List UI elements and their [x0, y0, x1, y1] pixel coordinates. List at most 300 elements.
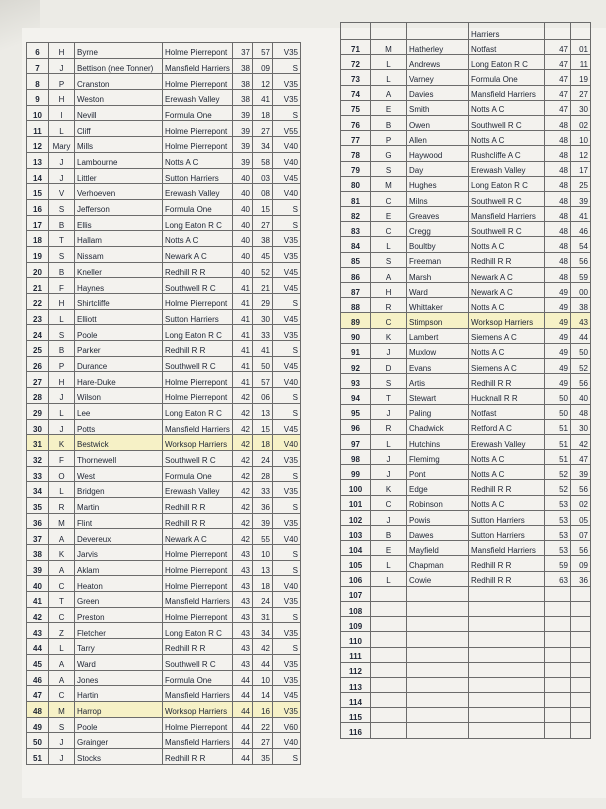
seconds-cell: 10 [253, 545, 273, 561]
surname-cell: Martin [75, 497, 163, 513]
result-row [27, 325, 301, 341]
minutes-cell: 63 [545, 571, 571, 586]
club-cell: Southwell R C [163, 654, 233, 670]
initial-cell [371, 723, 407, 738]
initial-cell: F [49, 278, 75, 294]
initial-cell: K [371, 328, 407, 343]
surname-cell [407, 662, 469, 677]
position-cell: 72 [341, 55, 371, 70]
category-cell: V35 [273, 43, 301, 59]
seconds-cell [571, 723, 591, 738]
surname-cell: Chapman [407, 556, 469, 571]
seconds-cell: 08 [253, 184, 273, 200]
minutes-cell: 53 [545, 526, 571, 541]
position-cell: 103 [341, 526, 371, 541]
position-cell: 39 [27, 560, 49, 576]
initial-cell: S [49, 246, 75, 262]
surname-cell: Shirtcliffe [75, 294, 163, 310]
minutes-cell: 39 [233, 152, 253, 168]
result-row [341, 85, 591, 100]
result-row [341, 40, 591, 55]
result-row [341, 632, 591, 647]
position-cell: 113 [341, 677, 371, 692]
result-row [341, 131, 591, 146]
surname-cell: Verhoeven [75, 184, 163, 200]
result-row [27, 74, 301, 90]
position-cell: 9 [27, 90, 49, 106]
club-cell: Holme Pierrepont [163, 717, 233, 733]
seconds-cell: 44 [253, 654, 273, 670]
surname-cell: Freeman [407, 252, 469, 267]
position-cell: 107 [341, 586, 371, 601]
result-row [27, 341, 301, 357]
category-cell: V35 [273, 482, 301, 498]
initial-cell: L [49, 403, 75, 419]
surname-cell: Aklam [75, 560, 163, 576]
initial-cell: L [49, 639, 75, 655]
result-row [27, 482, 301, 498]
initial-cell: P [371, 131, 407, 146]
club-cell: Redhill R R [469, 556, 545, 571]
position-cell: 79 [341, 161, 371, 176]
minutes-cell: 42 [233, 482, 253, 498]
position-cell: 48 [27, 701, 49, 717]
initial-cell: E [371, 541, 407, 556]
result-row [27, 545, 301, 561]
surname-cell: Stewart [407, 389, 469, 404]
result-row [27, 466, 301, 482]
initial-cell: V [49, 184, 75, 200]
club-cell: Holme Pierrepont [163, 121, 233, 137]
club-cell: Long Eaton R C [469, 55, 545, 70]
initial-cell: J [49, 748, 75, 764]
club-cell: Holme Pierrepont [163, 576, 233, 592]
category-cell: V45 [273, 309, 301, 325]
seconds-cell: 35 [253, 748, 273, 764]
surname-cell: Devereux [75, 529, 163, 545]
minutes-cell: 38 [233, 90, 253, 106]
minutes-cell: 43 [233, 639, 253, 655]
club-cell: Holme Pierrepont [163, 388, 233, 404]
minutes-cell: 48 [545, 222, 571, 237]
seconds-cell [571, 693, 591, 708]
surname-cell: Nevill [75, 105, 163, 121]
initial-cell [371, 647, 407, 662]
initial-cell: H [49, 43, 75, 59]
surname-cell: Bestwick [75, 435, 163, 451]
club-cell: Newark A C [163, 529, 233, 545]
surname-cell: Durance [75, 356, 163, 372]
position-cell: 35 [27, 497, 49, 513]
club-cell: Worksop Harriers [469, 313, 545, 328]
initial-cell [371, 662, 407, 677]
category-cell: V40 [273, 529, 301, 545]
minutes-cell: 42 [233, 529, 253, 545]
result-row [27, 309, 301, 325]
initial-cell: F [49, 450, 75, 466]
position-cell: 83 [341, 222, 371, 237]
club-cell [469, 617, 545, 632]
result-row [27, 529, 301, 545]
minutes-cell: 47 [545, 70, 571, 85]
minutes-cell: 39 [233, 137, 253, 153]
position-cell: 25 [27, 341, 49, 357]
category-cell: S [273, 545, 301, 561]
result-row [27, 733, 301, 749]
club-cell: Notts A C [163, 152, 233, 168]
position-cell: 86 [341, 267, 371, 282]
seconds-cell [571, 708, 591, 723]
initial-cell: C [371, 313, 407, 328]
result-row [27, 654, 301, 670]
surname-cell: Ward [75, 654, 163, 670]
club-cell: Long Eaton R C [163, 403, 233, 419]
result-row [341, 55, 591, 70]
position-cell: 43 [27, 623, 49, 639]
initial-cell: K [371, 480, 407, 495]
seconds-cell: 42 [253, 639, 273, 655]
initial-cell: H [371, 283, 407, 298]
surname-cell [407, 632, 469, 647]
club-cell: Worksop Harriers [163, 435, 233, 451]
club-cell: Rushcliffe A C [469, 146, 545, 161]
minutes-cell: 47 [545, 85, 571, 100]
category-cell: S [273, 215, 301, 231]
result-row [341, 404, 591, 419]
result-row [27, 90, 301, 106]
club-cell: Southwell R C [469, 115, 545, 130]
category-cell: V35 [273, 74, 301, 90]
results-table-right [340, 22, 591, 739]
surname-cell [407, 647, 469, 662]
seconds-cell: 34 [253, 623, 273, 639]
position-cell: 76 [341, 115, 371, 130]
seconds-cell: 41 [253, 341, 273, 357]
surname-cell: Flemimg [407, 450, 469, 465]
initial-cell: J [49, 419, 75, 435]
initial-cell: A [49, 529, 75, 545]
surname-cell: Cranston [75, 74, 163, 90]
minutes-cell: 41 [233, 278, 253, 294]
club-cell: Erewash Valley [163, 90, 233, 106]
position-cell: 42 [27, 607, 49, 623]
surname-cell: Heaton [75, 576, 163, 592]
result-row [27, 435, 301, 451]
minutes-cell: 47 [545, 100, 571, 115]
minutes-cell: 49 [545, 313, 571, 328]
club-cell [469, 632, 545, 647]
initial-cell: E [371, 207, 407, 222]
result-row [341, 70, 591, 85]
seconds-cell: 56 [571, 252, 591, 267]
result-row [27, 419, 301, 435]
position-cell: 32 [27, 450, 49, 466]
club-cell: Newark A C [163, 246, 233, 262]
initial-cell: B [49, 215, 75, 231]
seconds-cell: 38 [253, 231, 273, 247]
minutes-cell: 44 [233, 717, 253, 733]
seconds-cell: 38 [571, 298, 591, 313]
seconds-cell: 07 [571, 526, 591, 541]
category-cell: V60 [273, 717, 301, 733]
seconds-cell: 15 [253, 419, 273, 435]
result-row [341, 358, 591, 373]
club-cell [469, 662, 545, 677]
category-cell: V45 [273, 168, 301, 184]
seconds-cell: 29 [253, 294, 273, 310]
minutes-cell: 48 [545, 131, 571, 146]
category-cell: V35 [273, 670, 301, 686]
surname-cell: Smith [407, 100, 469, 115]
club-cell: Erewash Valley [163, 482, 233, 498]
initial-cell: C [371, 222, 407, 237]
surname-cell: Hughes [407, 176, 469, 191]
position-cell: 33 [27, 466, 49, 482]
initial-cell: B [371, 526, 407, 541]
category-cell: V40 [273, 152, 301, 168]
club-cell: Sutton Harriers [163, 168, 233, 184]
initial-cell: A [49, 560, 75, 576]
club-cell: Holme Pierrepont [163, 137, 233, 153]
initial-cell: S [49, 199, 75, 215]
surname-cell: Mills [75, 137, 163, 153]
club-cell: Mansfield Harriers [163, 419, 233, 435]
minutes-cell: 38 [233, 74, 253, 90]
minutes-cell: 48 [545, 237, 571, 252]
surname-cell [407, 601, 469, 616]
minutes-cell: 43 [233, 545, 253, 561]
initial-cell: C [49, 686, 75, 702]
minutes-cell: 40 [233, 246, 253, 262]
surname-cell: Poole [75, 717, 163, 733]
result-row [27, 199, 301, 215]
minutes-cell: 53 [545, 510, 571, 525]
club-cell: Holme Pierrepont [163, 545, 233, 561]
minutes-cell: 48 [545, 161, 571, 176]
minutes-cell [545, 693, 571, 708]
position-cell: 50 [27, 733, 49, 749]
position-cell: 11 [27, 121, 49, 137]
seconds-cell: 52 [571, 358, 591, 373]
surname-cell: Elliott [75, 309, 163, 325]
seconds-cell: 28 [253, 466, 273, 482]
club-cell: Mansfield Harriers [163, 686, 233, 702]
seconds-cell: 36 [571, 571, 591, 586]
initial-cell: H [49, 90, 75, 106]
surname-cell: Potts [75, 419, 163, 435]
position-cell: 91 [341, 343, 371, 358]
seconds-cell: 59 [571, 267, 591, 282]
initial-cell: R [371, 298, 407, 313]
result-row [341, 100, 591, 115]
initial-cell: L [371, 237, 407, 252]
club-cell: Newark A C [469, 283, 545, 298]
initial-cell: S [371, 161, 407, 176]
initial-cell: G [371, 146, 407, 161]
seconds-cell: 36 [253, 497, 273, 513]
minutes-cell: 51 [545, 450, 571, 465]
club-cell: Sutton Harriers [469, 510, 545, 525]
category-cell: V55 [273, 121, 301, 137]
minutes-cell: 48 [545, 207, 571, 222]
club-cell: Mansfield Harriers [163, 58, 233, 74]
club-cell: Mansfield Harriers [163, 592, 233, 608]
surname-cell: Stimpson [407, 313, 469, 328]
seconds-cell: 39 [571, 465, 591, 480]
surname-cell: Greaves [407, 207, 469, 222]
club-cell [469, 677, 545, 692]
seconds-cell: 27 [253, 733, 273, 749]
club-cell: Southwell R C [163, 356, 233, 372]
surname-cell: Parker [75, 341, 163, 357]
surname-cell [407, 586, 469, 601]
result-row [341, 328, 591, 343]
surname-cell: Preston [75, 607, 163, 623]
minutes-cell: 40 [233, 231, 253, 247]
initial-cell: M [371, 40, 407, 55]
position-cell: 94 [341, 389, 371, 404]
minutes-cell: 43 [233, 607, 253, 623]
club-cell: Formula One [163, 670, 233, 686]
result-row [27, 748, 301, 764]
position-cell: 77 [341, 131, 371, 146]
result-row [27, 246, 301, 262]
initial-cell: A [49, 654, 75, 670]
seconds-cell: 57 [253, 372, 273, 388]
initial-cell: P [49, 74, 75, 90]
position-cell: 74 [341, 85, 371, 100]
position-cell: 23 [27, 309, 49, 325]
category-cell: V35 [273, 592, 301, 608]
position-cell: 104 [341, 541, 371, 556]
surname-cell: Thornewell [75, 450, 163, 466]
position-cell: 37 [27, 529, 49, 545]
result-row [341, 389, 591, 404]
category-cell: S [273, 341, 301, 357]
initial-cell: J [49, 58, 75, 74]
position-cell: 6 [27, 43, 49, 59]
surname-cell: Chadwick [407, 419, 469, 434]
surname-cell: Nissam [75, 246, 163, 262]
minutes-cell: 39 [233, 105, 253, 121]
minutes-cell: 42 [233, 466, 253, 482]
seconds-cell: 27 [571, 85, 591, 100]
club-cell: Redhill R R [163, 639, 233, 655]
initial-cell: H [49, 294, 75, 310]
minutes-cell: 41 [233, 325, 253, 341]
seconds-cell: 16 [253, 701, 273, 717]
result-row [27, 184, 301, 200]
surname-cell: Varney [407, 70, 469, 85]
initial-cell: J [371, 510, 407, 525]
club-cell: Formula One [469, 70, 545, 85]
surname-cell: Hare-Duke [75, 372, 163, 388]
position-cell: 96 [341, 419, 371, 434]
result-row [341, 465, 591, 480]
surname-cell: Haynes [75, 278, 163, 294]
minutes-cell: 52 [545, 465, 571, 480]
category-cell: V35 [273, 701, 301, 717]
position-cell: 15 [27, 184, 49, 200]
category-cell: V45 [273, 686, 301, 702]
result-row [341, 647, 591, 662]
club-cell [469, 708, 545, 723]
result-row [27, 497, 301, 513]
surname-cell: Owen [407, 115, 469, 130]
club-cell: Notts A C [469, 450, 545, 465]
club-cell: Redhill R R [163, 341, 233, 357]
minutes-cell: 49 [545, 283, 571, 298]
club-cell: Southwell R C [469, 222, 545, 237]
position-cell: 14 [27, 168, 49, 184]
minutes-cell: 51 [545, 434, 571, 449]
position-cell: 92 [341, 358, 371, 373]
surname-cell: Hutchins [407, 434, 469, 449]
result-row [341, 176, 591, 191]
initial-cell: B [49, 341, 75, 357]
minutes-cell: 50 [545, 389, 571, 404]
club-cell: Erewash Valley [469, 434, 545, 449]
position-cell: 47 [27, 686, 49, 702]
club-cell: Long Eaton R C [163, 325, 233, 341]
result-row [27, 121, 301, 137]
club-cell: Long Eaton R C [163, 623, 233, 639]
initial-cell: L [371, 571, 407, 586]
seconds-cell: 18 [253, 576, 273, 592]
result-row [27, 168, 301, 184]
minutes-cell: 42 [233, 497, 253, 513]
position-cell: 80 [341, 176, 371, 191]
category-cell: V35 [273, 231, 301, 247]
result-row [27, 356, 301, 372]
category-cell: S [273, 388, 301, 404]
position-cell: 114 [341, 693, 371, 708]
result-row [27, 592, 301, 608]
result-row [341, 480, 591, 495]
position-cell: 99 [341, 465, 371, 480]
result-row [341, 601, 591, 616]
seconds-cell: 57 [253, 43, 273, 59]
position-cell: 78 [341, 146, 371, 161]
position-cell: 111 [341, 647, 371, 662]
club-cell: Siemens A C [469, 328, 545, 343]
result-row [27, 576, 301, 592]
seconds-cell: 46 [571, 222, 591, 237]
initial-cell: L [49, 482, 75, 498]
result-row [341, 343, 591, 358]
position-cell: 8 [27, 74, 49, 90]
minutes-cell: 40 [233, 215, 253, 231]
minutes-cell: 42 [233, 419, 253, 435]
position-cell: 44 [27, 639, 49, 655]
category-cell: V35 [273, 450, 301, 466]
surname-cell: Wilson [75, 388, 163, 404]
position-cell: 75 [341, 100, 371, 115]
minutes-cell [545, 662, 571, 677]
seconds-cell: 05 [571, 510, 591, 525]
seconds-cell: 12 [253, 74, 273, 90]
club-cell: Mansfield Harriers [469, 541, 545, 556]
seconds-cell: 52 [253, 262, 273, 278]
surname-cell [407, 693, 469, 708]
surname-cell: Haywood [407, 146, 469, 161]
minutes-cell: 43 [233, 654, 253, 670]
minutes-cell: 40 [233, 168, 253, 184]
position-cell: 12 [27, 137, 49, 153]
surname-cell: Lee [75, 403, 163, 419]
surname-cell: Ward [407, 283, 469, 298]
club-cell: Retford A C [469, 419, 545, 434]
